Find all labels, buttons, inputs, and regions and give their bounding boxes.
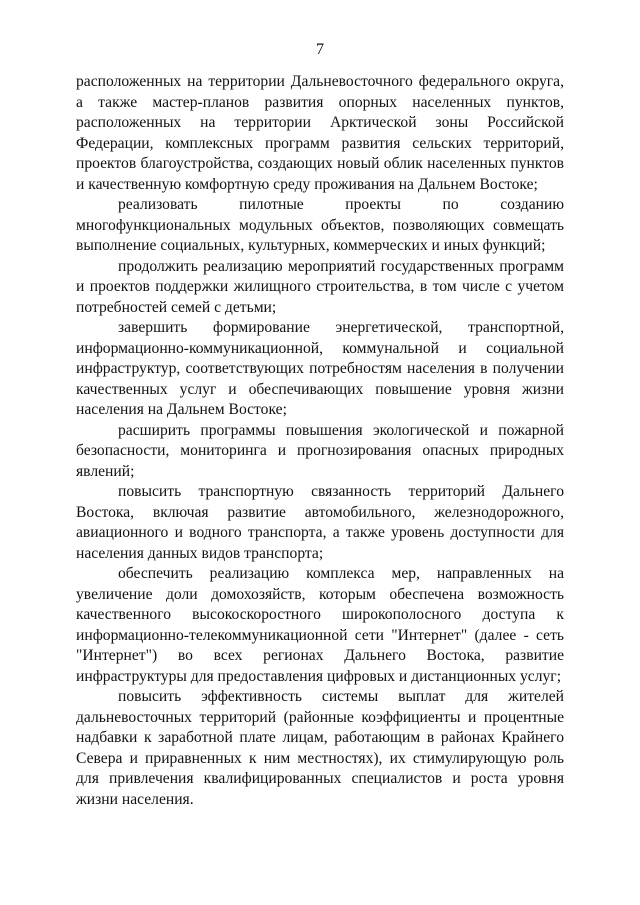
paragraph: повысить эффективность системы выплат для жителей дальневосточных территорий (районные коэффициенты и процентные надбавки к заработной плате лицам, работающим в районах Крайнего Севера и приравненных к ним местностях), их стимулирующую роль для привлечения квалифицированных специалистов и роста уровня жизни населения. [76,688,564,808]
paragraph: завершить формирование энергетической, транспортной, информационно-коммуникационной, коммунальной и социальной инфраструктур, соответствующих потребностям населения в получении качественных услуг и обеспечивающих повышение уровня жизни населения на Дальнем Востоке; [76,319,564,418]
paragraph: реализовать пилотные проекты по созданию многофункциональных модульных объектов, позволяющих совмещать выполнение социальных, культурных, коммерческих и иных функций; [76,196,564,254]
paragraph: повысить транспортную связанность территорий Дальнего Востока, включая развитие автомобильного, железнодорожного, авиационного и водного транспорта, а также уровень доступности для населения данных видов транспорта; [76,483,564,562]
document-body [76,72,564,810]
paragraph: расширить программы повышения экологической и пожарной безопасности, мониторинга и прогнозирования опасных природных явлений; [76,421,564,480]
page-number: 7 [316,41,324,58]
paragraph: обеспечить реализацию комплекса мер, направленных на увеличение доли домохозяйств, которым обеспечена возможность качественного высокоскоростного широкополосного доступа к информационно-телекоммуникационной сети "Интернет" (далее - сеть "Интернет") во всех регионах Дальнего Востока, развитие инфраструктуры для предоставления цифровых и дистанционных услуг; [76,565,564,685]
paragraph: продолжить реализацию мероприятий государственных программ и проектов поддержки жилищного строительства, в том числе с учетом потребностей семей с детьми; [76,257,564,316]
paragraph-continuation: расположенных на территории Дальневосточного федерального округа, а также мастер-планов развития опорных населенных пунктов, расположенных на территории Арктической зоны Российской Федерации, комплексных программ развития сельских территорий, проектов благоустройства, создающих новый облик населенных пунктов и качественную комфортную среду проживания на Дальнем Востоке; [76,73,564,193]
